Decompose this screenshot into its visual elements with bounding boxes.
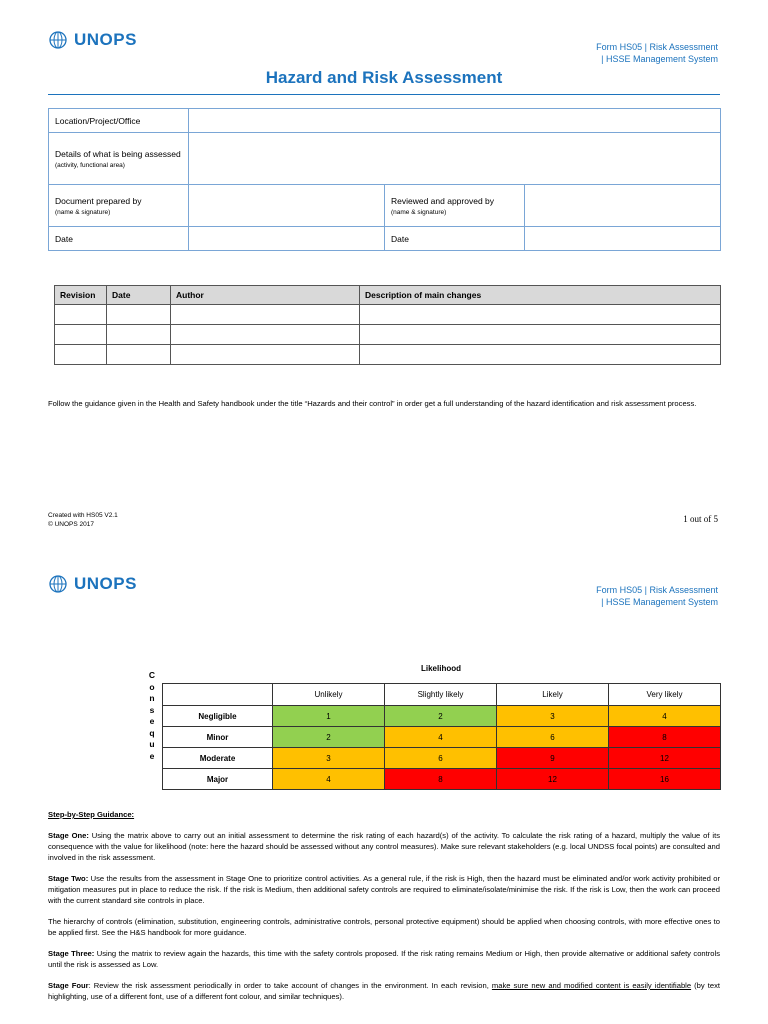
- stage-four-underlined: make sure new and modified content is easily identifiable: [491, 981, 692, 990]
- risk-cell: 12: [497, 769, 609, 790]
- un-emblem-icon: [48, 574, 68, 594]
- table-row: [55, 325, 721, 345]
- stage-four-label: Stage Four: [48, 981, 89, 990]
- risk-cell: 2: [273, 727, 385, 748]
- logo-text: UNOPS: [74, 574, 137, 593]
- risk-cell: 4: [273, 769, 385, 790]
- reviewed-label-cell: [385, 185, 525, 227]
- row-label-moderate: Moderate: [163, 748, 273, 769]
- risk-cell: 8: [609, 727, 721, 748]
- page-footer: [48, 511, 118, 529]
- consequence-letter: e: [149, 716, 155, 726]
- table-cell[interactable]: [360, 325, 721, 345]
- reviewed-field[interactable]: [525, 185, 721, 227]
- prepared-sublabel: (name & signature): [55, 208, 111, 216]
- hierarchy-paragraph: The hierarchy of controls (elimination, substitution, engineering controls, administrative controls, personal protective equipment) should be applied when choosing controls, with more effective ones to be applied first. See the H&S handbook for more guidance.: [48, 917, 720, 937]
- consequence-letter: u: [149, 739, 155, 749]
- stage-one-text: Using the matrix above to carry out an initial assessment to determine the risk rating of each hazard(s) of the activity. To calculate the risk rating of a hazard, multiply the value of its consequence with the value for likelihood (note: here the hazard should be assessed without any control measures). Make sure relevant stakeholders (e.g. local UNDSS focal points) are consulted and involved in the risk assessment.: [48, 831, 720, 862]
- table-cell[interactable]: [55, 325, 107, 345]
- consequence-letter: q: [149, 727, 155, 738]
- stage-three-paragraph: [48, 948, 720, 970]
- stage-two-label: Stage Two:: [48, 874, 89, 883]
- table-cell[interactable]: [171, 325, 360, 345]
- table-cell[interactable]: [55, 305, 107, 325]
- likelihood-label: Likelihood: [421, 664, 461, 673]
- page-title: Hazard and Risk Assessment: [265, 68, 503, 87]
- assessment-info-form: [48, 108, 721, 251]
- stage-four-text-a: : Review the risk assessment periodically in order to take account of changes in the environment. In each revision,: [88, 981, 492, 990]
- unops-logo: [48, 30, 137, 50]
- risk-cell: 6: [497, 727, 609, 748]
- page-number: 1 out of 5: [683, 514, 718, 524]
- column-slightly-likely: Slightly likely: [385, 684, 497, 706]
- table-cell[interactable]: [171, 305, 360, 325]
- column-likely: Likely: [497, 684, 609, 706]
- prepared-field[interactable]: [189, 185, 385, 227]
- risk-matrix: [162, 683, 721, 790]
- column-very-likely: Very likely: [609, 684, 721, 706]
- date-field[interactable]: [189, 227, 385, 251]
- form-reference-page2: [478, 584, 718, 608]
- table-cell[interactable]: [107, 325, 171, 345]
- row-label-minor: Minor: [163, 727, 273, 748]
- risk-cell: 4: [385, 727, 497, 748]
- table-cell[interactable]: [107, 305, 171, 325]
- risk-cell: 9: [497, 748, 609, 769]
- consequence-letter: C: [148, 670, 156, 680]
- risk-cell: 3: [497, 706, 609, 727]
- row-label-negligible: Negligible: [163, 706, 273, 727]
- stage-three-text: Using the matrix to review again the hazards, this time with the safety controls proposed. If the risk rating remains Medium or High, then provide alternative or additional safety controls until the risk is assessed as Low.: [48, 949, 720, 969]
- reviewed-sublabel: (name & signature): [391, 208, 447, 216]
- details-label-cell: [49, 133, 189, 185]
- consequence-label: [146, 670, 158, 762]
- matrix-row: [163, 748, 721, 769]
- author-header: Author: [171, 286, 360, 305]
- guidance-paragraph: Follow the guidance given in the Health and Safety handbook under the title “Hazards and their control” in order get a full understanding of the hazard identification and risk assessment process.: [48, 399, 697, 408]
- table-row: [55, 305, 721, 325]
- form-ref-line1: Form HS05 | Risk Assessment: [596, 585, 718, 595]
- risk-cell: 2: [385, 706, 497, 727]
- form-reference: [478, 41, 718, 65]
- stage-one-label: Stage One:: [48, 831, 89, 840]
- risk-cell: 4: [609, 706, 721, 727]
- risk-cell: 1: [273, 706, 385, 727]
- risk-cell: 6: [385, 748, 497, 769]
- revision-header: Revision: [55, 286, 107, 305]
- footer-version: Created with HS05 V2.1: [48, 512, 118, 519]
- description-header: Description of main changes: [360, 286, 721, 305]
- logo-text: UNOPS: [74, 30, 137, 49]
- date-field-2[interactable]: [525, 227, 721, 251]
- row-label-major: Major: [163, 769, 273, 790]
- consequence-letter: o: [149, 681, 155, 692]
- details-field[interactable]: [189, 133, 721, 185]
- form-ref-line2: | HSSE Management System: [601, 54, 718, 64]
- table-row: [55, 345, 721, 365]
- date-header: Date: [107, 286, 171, 305]
- stage-two-paragraph: [48, 873, 720, 906]
- details-sublabel: (activity, functional area): [55, 161, 125, 169]
- details-label: Details of what is being assessed: [55, 148, 181, 159]
- matrix-row: [163, 769, 721, 790]
- table-cell[interactable]: [55, 345, 107, 365]
- title-rule: [48, 94, 720, 95]
- stage-two-text: Use the results from the assessment in Stage One to prioritize control activities. As a general rule, if the risk is High, then the hazard must be eliminated and/or work activity prohibited or mitigation measures put in place to reduce the risk. If the risk is Medium, then additional safety controls are required to eliminate/isolate/minimise the risk. If the risk is Low, then the work can proceed with the current standard site controls in place.: [48, 874, 720, 905]
- consequence-letter: s: [149, 704, 155, 715]
- stage-three-label: Stage Three:: [48, 949, 95, 958]
- risk-cell: 12: [609, 748, 721, 769]
- consequence-letter: e: [149, 750, 155, 761]
- date-label: Date: [49, 227, 189, 251]
- table-cell[interactable]: [107, 345, 171, 365]
- table-cell[interactable]: [360, 345, 721, 365]
- stage-four-text-b: (by text highlighting, use of a different font, use of a different font colour, and similar techniques).: [48, 981, 720, 1001]
- stage-one-paragraph: [48, 830, 720, 863]
- risk-cell: 3: [273, 748, 385, 769]
- table-cell[interactable]: [171, 345, 360, 365]
- revision-table: [54, 285, 721, 365]
- location-label: Location/Project/Office: [49, 109, 189, 133]
- stage-four-paragraph: [48, 980, 720, 1002]
- matrix-corner: [163, 684, 273, 706]
- prepared-label: Document prepared by: [55, 195, 142, 206]
- matrix-row: [163, 727, 721, 748]
- location-field[interactable]: [189, 109, 721, 133]
- risk-cell: 8: [385, 769, 497, 790]
- reviewed-label: Reviewed and approved by: [391, 195, 495, 206]
- prepared-label-cell: [49, 185, 189, 227]
- guidance-heading: Step-by-Step Guidance:: [48, 810, 135, 819]
- table-cell[interactable]: [360, 305, 721, 325]
- date-label-2: Date: [385, 227, 525, 251]
- risk-cell: 16: [609, 769, 721, 790]
- unops-logo-page2: [48, 574, 137, 594]
- form-ref-line2: | HSSE Management System: [601, 597, 718, 607]
- column-unlikely: Unlikely: [273, 684, 385, 706]
- consequence-letter: n: [149, 693, 155, 703]
- un-emblem-icon: [48, 30, 68, 50]
- step-guidance: [48, 809, 720, 1012]
- matrix-row: [163, 706, 721, 727]
- form-ref-line1: Form HS05 | Risk Assessment: [596, 42, 718, 52]
- footer-copyright: © UNOPS 2017: [48, 521, 94, 528]
